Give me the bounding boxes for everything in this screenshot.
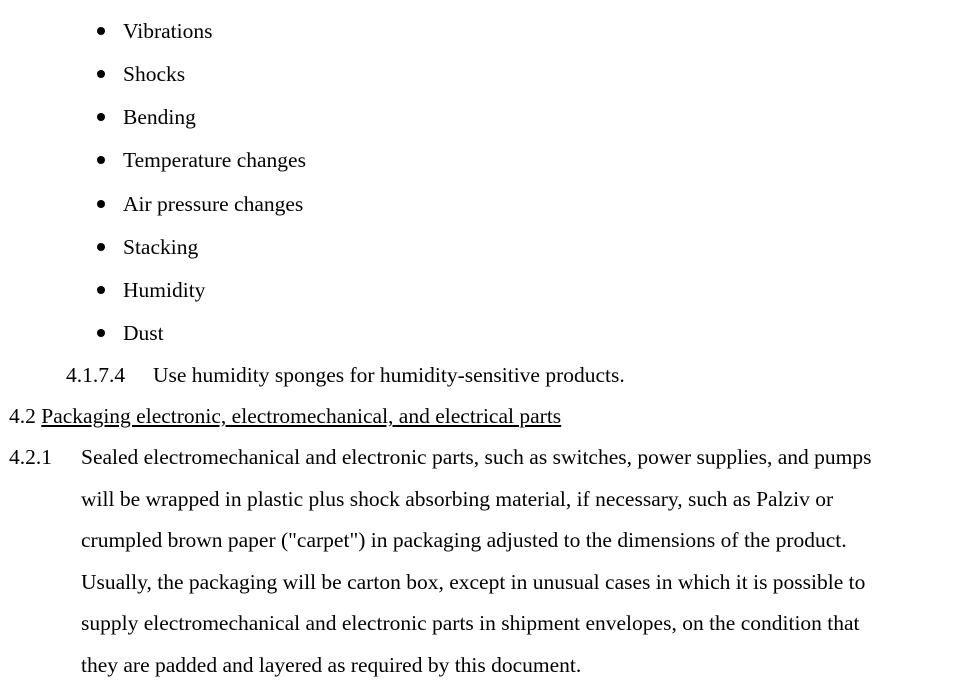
list-item-text: Dust [123, 319, 164, 347]
bullet-icon [97, 27, 105, 35]
bullet-icon [97, 286, 105, 294]
paragraph-line: supply electromechanical and electronic parts in shipment envelopes, on the condition that [81, 609, 971, 651]
list-item-text: Humidity [123, 276, 205, 304]
paragraph-line: will be wrapped in plastic plus shock absorbing material, if necessary, such as Palziv or [81, 485, 971, 527]
bullet-icon [97, 243, 105, 251]
list-item-text: Stacking [123, 233, 198, 261]
list-item-text: Air pressure changes [123, 190, 303, 218]
list-item-text: Shocks [123, 60, 185, 88]
list-item-text: Temperature changes [123, 146, 306, 174]
list-item-text: Vibrations [123, 17, 212, 45]
bullet-icon [97, 200, 105, 208]
bullet-icon [97, 329, 105, 337]
section-heading-4-2 [9, 402, 561, 430]
section-number: 4.2 [9, 404, 36, 428]
bullet-icon [97, 113, 105, 121]
paragraph-line: crumpled brown paper ("carpet") in packaging adjusted to the dimensions of the product. [81, 526, 971, 568]
clause-paragraph [81, 443, 971, 692]
list-item-text: Bending [123, 103, 196, 131]
paragraph-line: Sealed electromechanical and electronic parts, such as switches, power supplies, and pumps [81, 443, 971, 485]
clause-number: 4.1.7.4 [66, 361, 125, 389]
paragraph-line: they are padded and layered as required by this document. [81, 651, 971, 692]
section-title: Packaging electronic, electromechanical, and electrical parts [41, 404, 561, 428]
bullet-icon [97, 70, 105, 78]
clause-text: Use humidity sponges for humidity-sensitive products. [153, 361, 625, 389]
paragraph-line: Usually, the packaging will be carton box, except in unusual cases in which it is possible to [81, 568, 971, 610]
clause-number: 4.2.1 [9, 443, 52, 471]
bullet-icon [97, 156, 105, 164]
